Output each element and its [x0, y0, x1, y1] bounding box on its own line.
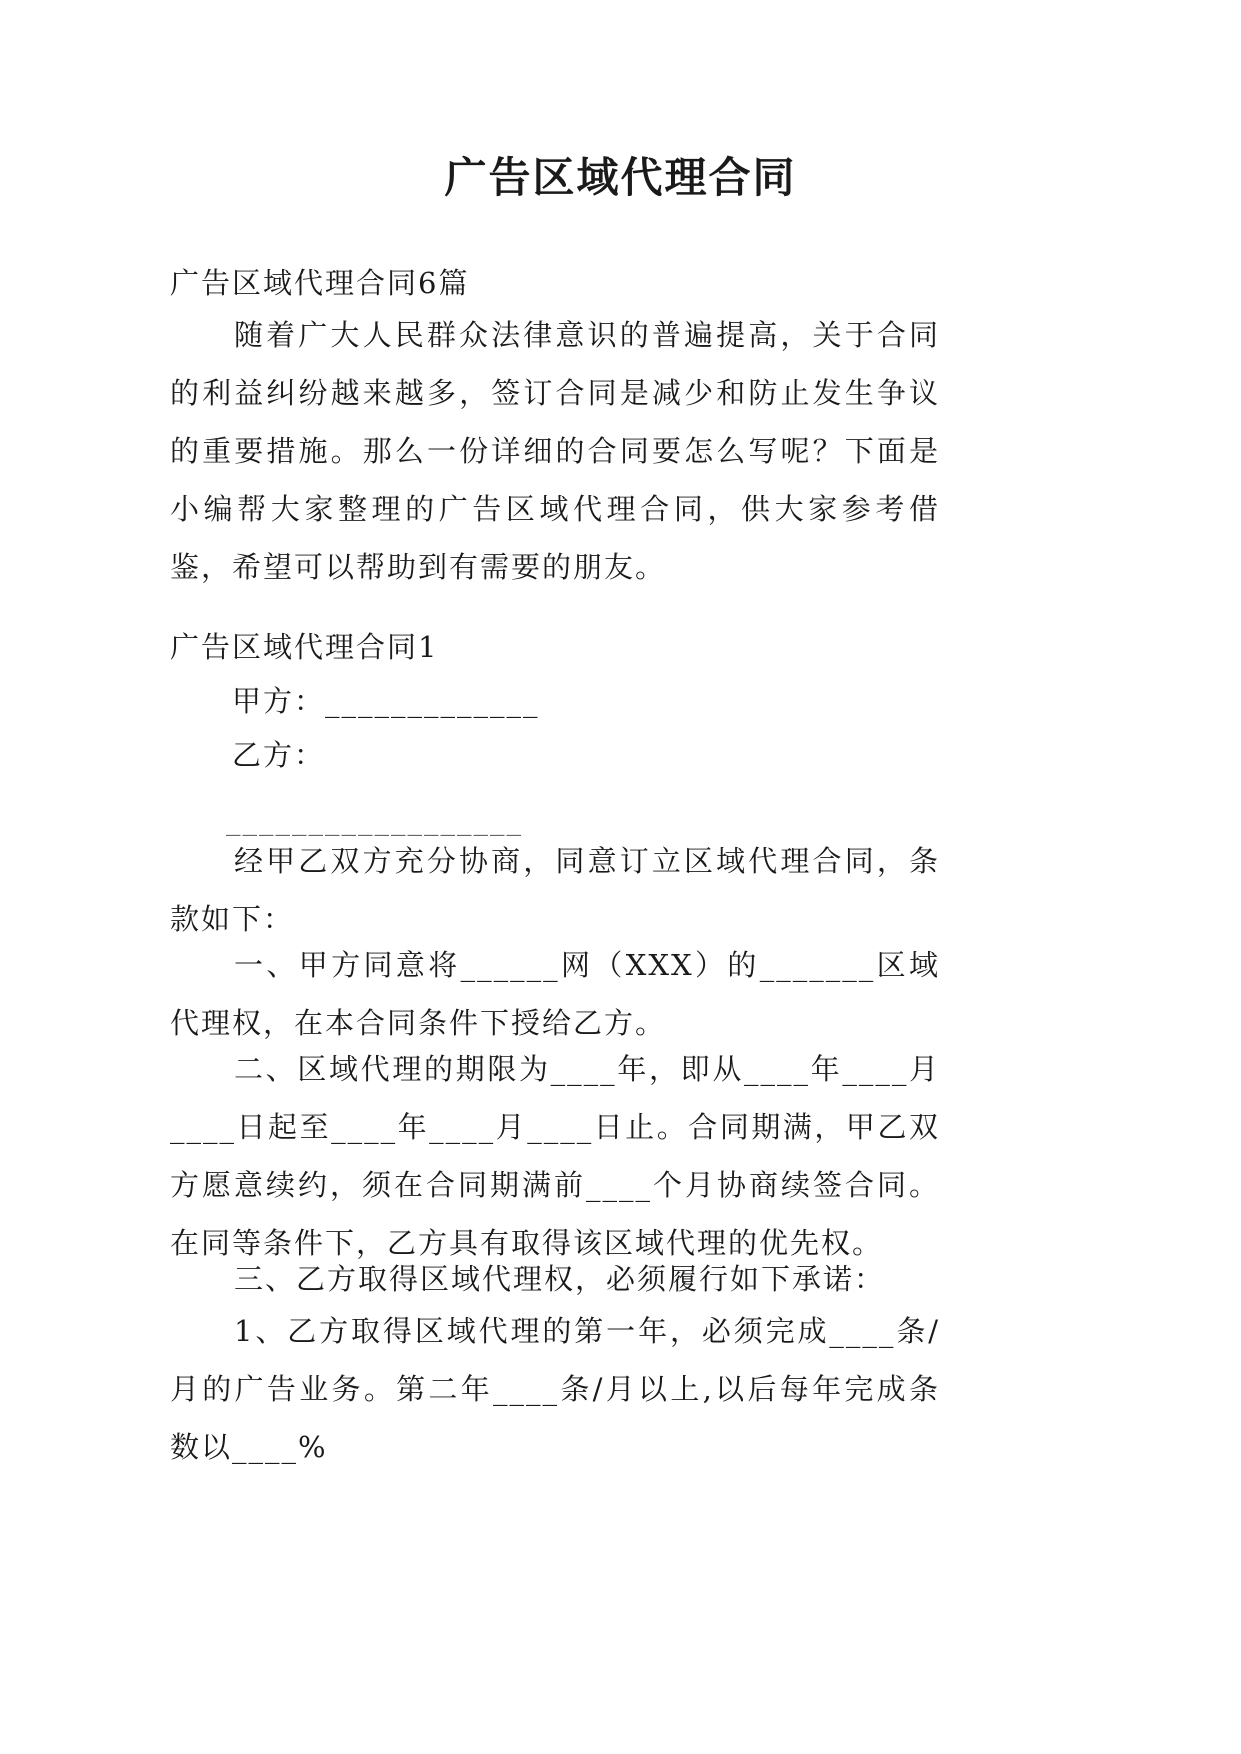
document-subtitle: 广告区域代理合同6篇	[170, 266, 470, 300]
preamble-paragraph: 经甲乙双方充分协商，同意订立区域代理合同，条款如下：	[170, 844, 940, 936]
party-b-label: 乙方：	[232, 738, 326, 772]
clause-3-item-1: 1、乙方取得区域代理的第一年，必须完成____条/月的广告业务。第二年____条/月以上,以后每年完成条数以____%	[170, 1314, 940, 1464]
party-b-blank-line: __________________	[226, 802, 523, 836]
clause-1: 一、甲方同意将______网（XXX）的_______区域代理权，在本合同条件下授给乙方。	[170, 948, 940, 1040]
contract1-heading: 广告区域代理合同1	[170, 630, 439, 664]
party-a-line: 甲方：_____________	[232, 684, 540, 718]
intro-paragraph: 随着广大人民群众法律意识的普遍提高，关于合同的利益纠纷越来越多，签订合同是减少和防止发生争议的重要措施。那么一份详细的合同要怎么写呢？下面是小编帮大家整理的广告区域代理合同，供大家参考借鉴，希望可以帮助到有需要的朋友。	[170, 318, 940, 584]
clause-3: 三、乙方取得区域代理权，必须履行如下承诺：	[234, 1262, 886, 1296]
document-title: 广告区域代理合同	[444, 153, 797, 202]
clause-2: 二、区域代理的期限为____年，即从____年____月____日起至____年____月____日止。合同期满，甲乙双方愿意续约，须在合同期满前____个月协商续签合同。在同等条件下，乙方具有取得该区域代理的优先权。	[170, 1052, 940, 1260]
